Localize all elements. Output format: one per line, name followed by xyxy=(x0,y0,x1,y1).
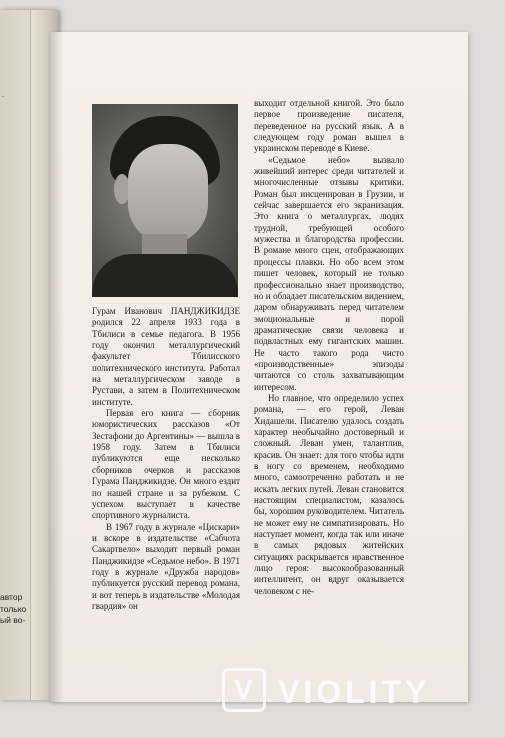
spine-shadow xyxy=(50,32,64,702)
previous-page-mark: . xyxy=(2,90,5,99)
watermark-text: VIOLITY xyxy=(278,674,431,710)
previous-page-line: ый во- xyxy=(0,615,26,625)
watermark-logo-icon xyxy=(222,668,266,712)
paragraph: В 1967 году в журнале «Цискари» и вскоре в издательстве «Сабчота Сакартвело» выходит первый роман Панджикидзе «Седьмое небо». В 1971 году в журнале «Дружба народов» публикуется русский перевод романа, и вот теперь в издательстве «Молодая гвардия» он xyxy=(92,521,240,611)
paragraph: Гурам Иванович ПАНДЖИКИДЗЕ родился 22 апреля 1933 года в Тбилиси в семье педагога. В 1956 году окончил металлургический факультет Тбилисского политехнического института. Работал на металлургическом заводе в Рустави, а затем в Политехническом институте. xyxy=(92,306,240,407)
paragraph: выходит отдельной книгой. Это было первое произведение писателя, переведенное на русский язык. А в следующем году роман вышел в украинском переводе в Киеве. xyxy=(254,98,404,154)
previous-page-line: только xyxy=(0,603,27,614)
paragraph: Первая его книга — сборник юмористических рассказов «От Зестафони до Аргентины» — вышла в 1958 году. Затем в Тбилиси публикуются еще несколько сборников очерков и рассказов Гурама Панджикидзе. Он много ездит по нашей стране и за рубежом. С успехом выступает в качестве спортивного журналиста. xyxy=(92,408,240,521)
previous-page-text xyxy=(0,592,36,627)
left-text-column xyxy=(92,306,240,612)
paragraph: Но главное, что определило успех романа, — его герой, Леван Хидашели. Писателю удалось создать характер необычайно достоверный и сложный. Леван умен, талантлив, красив. Он знает: для того чтобы идти в ногу со временем, необходимо много, самоотреченно работать и не искать легких путей. Леван становится настоящим специалистом, казалось бы, хорошим руководителем. Читатель не может ему не симпатизировать. Но наступает момент, когда так или иначе в самых рядовых житейских ситуациях раскрывается нравственное лицо героя: высокообразованный интеллигент, он вдруг оказывается человеком с не- xyxy=(254,392,404,596)
author-portrait-photo xyxy=(92,104,238,297)
previous-page-line: автор xyxy=(0,592,23,602)
paragraph: «Седьмое небо» вызвало живейший интерес среди читателей и многочисленные отзывы критики. Роман был инсценирован в Грузии, и сейчас завершается его экранизация. Это книга о металлургах, людях трудной, требующей особого мужества и благородства профессии. В романе много сцен, отображающих процессы плавки. Но обо всем этом пишет человек, который не только профессионально знает производство, но и обладает писательским видением, даром обнаруживать перед читателем эмоциональные и порой драматические связи человека и подвластных ему гигантских машин. Не часто такого рода чисто «производственные» эпизоды читаются со столь захватывающим интересом. xyxy=(254,154,404,392)
watermark-logo-letter: V xyxy=(234,674,253,705)
portrait-face xyxy=(128,144,208,244)
watermark xyxy=(222,668,492,716)
right-text-column xyxy=(254,98,404,597)
portrait-shoulders xyxy=(92,254,238,297)
